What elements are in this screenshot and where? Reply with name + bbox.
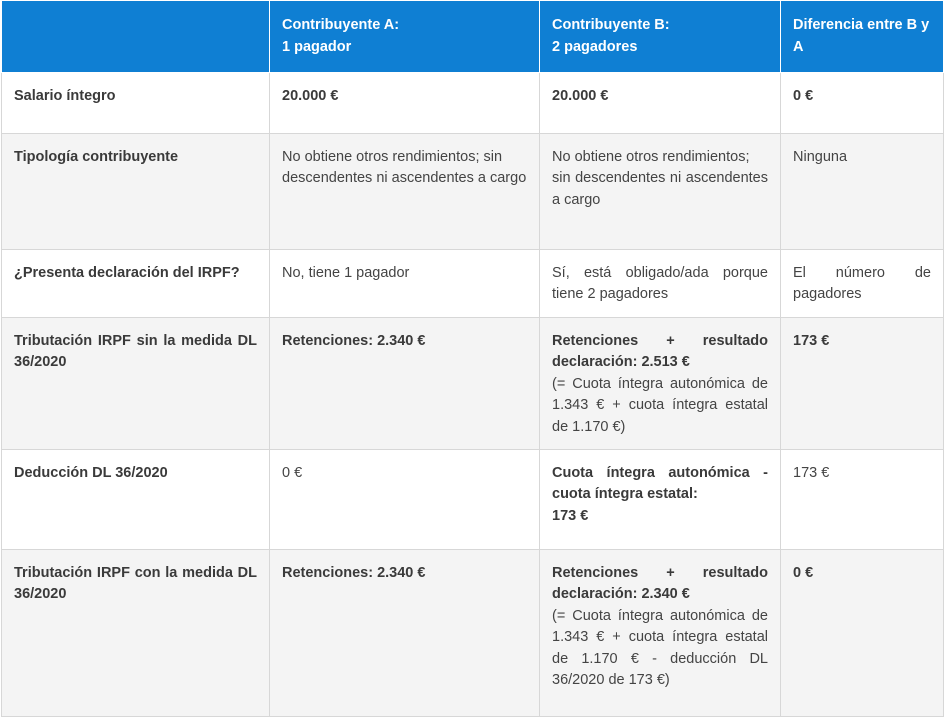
cell-diff xyxy=(781,72,944,133)
row-label: Tipología contribuyente xyxy=(2,133,270,249)
comparison-table xyxy=(1,1,944,717)
cell-diff xyxy=(781,317,944,449)
cell-a-value: Retenciones: 2.340 € xyxy=(282,332,426,349)
cell-a: No, tiene 1 pagador xyxy=(270,249,540,317)
cell-b-detail: (= Cuota íntegra autonómica de 1.343 € + cuota íntegra estatal de 1.170 € - deducción DL 36/2020 de 173 €) xyxy=(552,607,768,688)
cell-a xyxy=(270,317,540,449)
header-b-title: Contribuyente B: xyxy=(552,17,670,33)
header-a-subtitle: 1 pagador xyxy=(282,38,352,55)
cell-diff: Ninguna xyxy=(781,133,944,249)
cell-b-amount: 173 € xyxy=(552,507,589,524)
table-row xyxy=(2,449,944,549)
cell-b-value: 20.000 € xyxy=(552,87,609,104)
cell-b-summary: Retenciones + resultado declaración: 2.513 € xyxy=(552,332,768,370)
cell-a xyxy=(270,549,540,716)
cell-diff-value: 173 € xyxy=(793,332,830,349)
cell-b-summary: Cuota íntegra autonómica - cuota íntegra estatal: xyxy=(552,464,768,502)
cell-b xyxy=(540,133,781,249)
row-label: Salario íntegro xyxy=(2,72,270,133)
cell-b-line1: No obtiene otros rendimientos; xyxy=(552,148,750,165)
header-empty-cell xyxy=(2,1,270,72)
cell-a-value: 20.000 € xyxy=(282,87,339,104)
header-contribuyente-a xyxy=(270,1,540,72)
table-row xyxy=(2,72,944,133)
table-row xyxy=(2,133,944,249)
table-row xyxy=(2,317,944,449)
cell-a: No obtiene otros rendimientos; sin descendentes ni ascendentes a cargo xyxy=(270,133,540,249)
header-contribuyente-b xyxy=(540,1,781,72)
table-header xyxy=(2,1,944,72)
row-label: Tributación IRPF sin la medida DL 36/2020 xyxy=(2,317,270,449)
cell-b: Sí, está obligado/ada porque tiene 2 pagadores xyxy=(540,249,781,317)
cell-a-value: Retenciones: 2.340 € xyxy=(282,564,426,581)
cell-diff xyxy=(781,549,944,716)
cell-b-detail: (= Cuota íntegra autonómica de 1.343 € + cuota íntegra estatal de 1.170 €) xyxy=(552,375,768,435)
cell-a: 0 € xyxy=(270,449,540,549)
cell-diff-value: 0 € xyxy=(793,564,814,581)
table-row xyxy=(2,249,944,317)
cell-b xyxy=(540,449,781,549)
cell-a xyxy=(270,72,540,133)
cell-diff: El número de pagadores xyxy=(781,249,944,317)
cell-diff: 173 € xyxy=(781,449,944,549)
header-b-subtitle: 2 pagadores xyxy=(552,38,638,55)
cell-b xyxy=(540,549,781,716)
row-label: ¿Presenta declaración del IRPF? xyxy=(2,249,270,317)
header-diferencia: Diferencia entre B y A xyxy=(781,1,944,72)
cell-b-line2: sin descendentes ni ascendentes a cargo xyxy=(552,170,768,208)
cell-b-summary: Retenciones + resultado declaración: 2.340 € xyxy=(552,564,768,602)
cell-diff-value: 0 € xyxy=(793,87,814,104)
header-a-title: Contribuyente A: xyxy=(282,17,400,33)
header-row xyxy=(2,1,944,72)
table-row xyxy=(2,549,944,716)
row-label: Deducción DL 36/2020 xyxy=(2,449,270,549)
cell-b xyxy=(540,72,781,133)
cell-b xyxy=(540,317,781,449)
row-label: Tributación IRPF con la medida DL 36/2020 xyxy=(2,549,270,716)
